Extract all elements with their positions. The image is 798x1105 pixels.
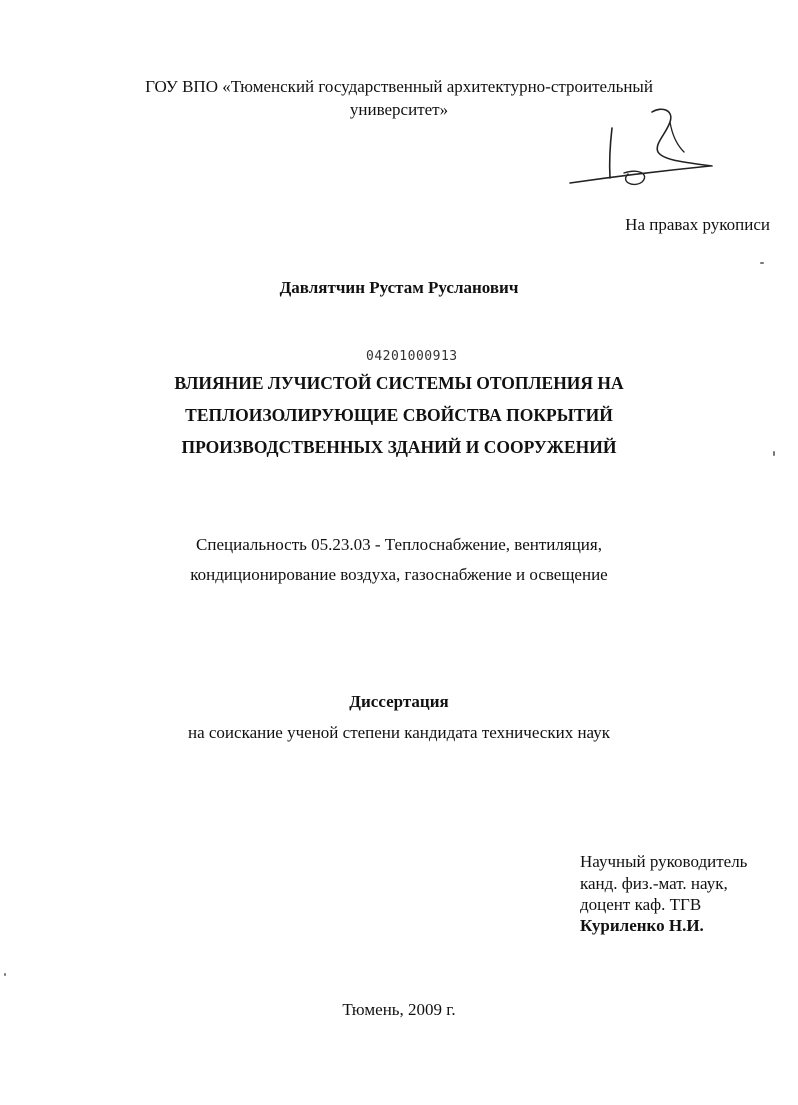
- supervisor-role: Научный руководитель: [580, 852, 748, 871]
- supervisor-position: доцент каф. ТГВ: [580, 895, 702, 914]
- institution-line-2: университет»: [349, 100, 449, 119]
- scan-speck: [773, 451, 775, 456]
- work-type-subtitle: на соискание ученой степени кандидата технических наук: [187, 723, 610, 742]
- specialty-line-2: кондиционирование воздуха, газоснабжение и освещение: [190, 565, 608, 584]
- scan-speck: [4, 973, 6, 976]
- specialty-line-1: Специальность 05.23.03 - Теплоснабжение, вентиляция,: [196, 535, 602, 554]
- work-type-heading: Диссертация: [349, 692, 449, 711]
- manuscript-note: На правах рукописи: [625, 215, 770, 234]
- author-name: Давлятчин Рустам Русланович: [279, 278, 519, 297]
- title-line-1: ВЛИЯНИЕ ЛУЧИСТОЙ СИСТЕМЫ ОТОПЛЕНИЯ НА: [174, 373, 624, 393]
- title-line-2: ТЕПЛОИЗОЛИРУЮЩИЕ СВОЙСТВА ПОКРЫТИЙ: [185, 405, 613, 425]
- scan-speck: [760, 262, 764, 264]
- handwritten-signature: [560, 100, 730, 200]
- supervisor-degree: канд. физ.-мат. наук,: [580, 874, 728, 893]
- institution-line-1: ГОУ ВПО «Тюменский государственный архитектурно-строительный: [145, 77, 653, 96]
- supervisor-name: Куриленко Н.И.: [580, 916, 704, 935]
- registration-number: 04201000913: [366, 349, 458, 364]
- city-year: Тюмень, 2009 г.: [342, 1000, 456, 1019]
- title-line-3: ПРОИЗВОДСТВЕННЫХ ЗДАНИЙ И СООРУЖЕНИЙ: [181, 437, 617, 457]
